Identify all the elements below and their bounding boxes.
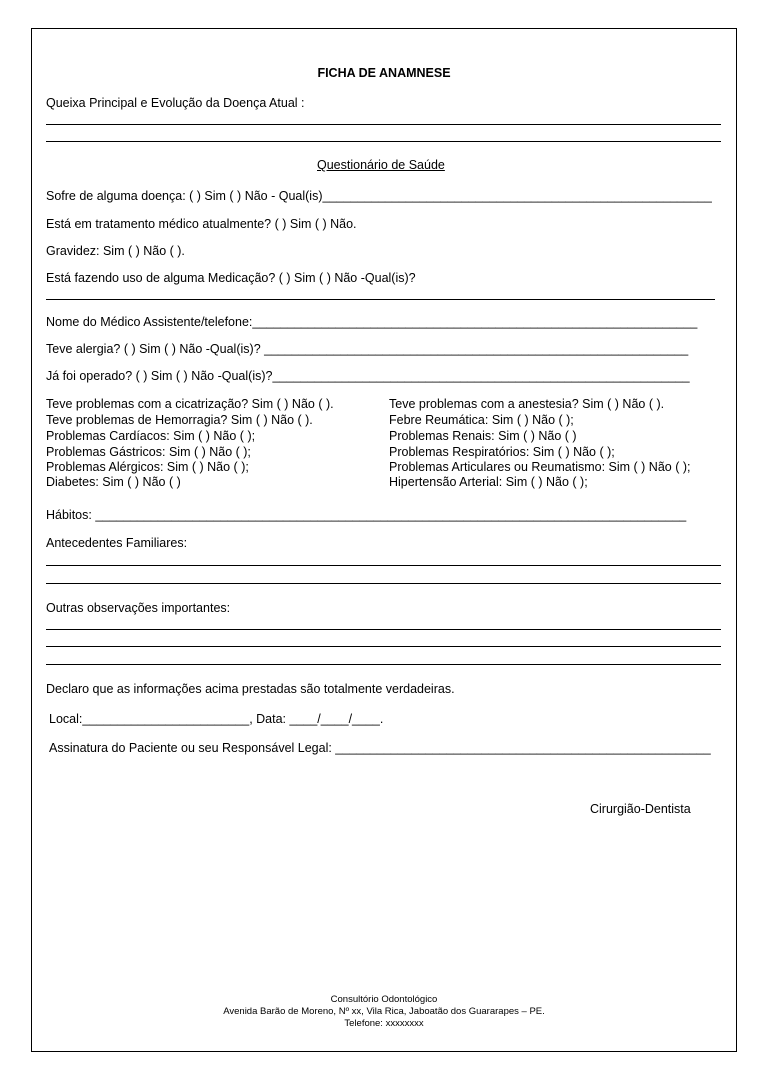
problem-left-3[interactable]: Problemas Cardíacos: Sim ( ) Não ( ); [46, 429, 256, 443]
form-title: FICHA DE ANAMNESE [317, 66, 451, 80]
alergia-question[interactable]: Teve alergia? ( ) Sim ( ) Não -Qual(is)? _____________________________________________________________ [46, 342, 689, 356]
signature-field[interactable]: Assinatura do Paciente ou seu Responsável Legal: ______________________________________________________ [49, 741, 711, 755]
antecedentes-line-1[interactable] [46, 565, 721, 566]
dentist-signature-label: Cirurgião-Dentista [590, 802, 691, 816]
footer-address: Avenida Barão de Moreno, Nº xx, Vila Rica, Jaboatão dos Guararapes – PE. [223, 1006, 545, 1017]
observacoes-line-2[interactable] [46, 646, 721, 647]
queixa-line-1[interactable] [46, 124, 721, 125]
problem-right-6[interactable]: Hipertensão Arterial: Sim ( ) Não ( ); [389, 475, 588, 489]
medicacao-line[interactable] [46, 299, 715, 300]
antecedentes-line-2[interactable] [46, 583, 721, 584]
medico-question[interactable]: Nome do Médico Assistente/telefone:________________________________________________________________ [46, 315, 698, 329]
problem-right-3[interactable]: Problemas Renais: Sim ( ) Não ( ) [389, 429, 577, 443]
gravidez-question[interactable]: Gravidez: Sim ( ) Não ( ). [46, 244, 185, 258]
declaration-text: Declaro que as informações acima prestadas são totalmente verdadeiras. [46, 682, 455, 696]
problem-left-6[interactable]: Diabetes: Sim ( ) Não ( ) [46, 475, 181, 489]
problem-left-2[interactable]: Teve problemas de Hemorragia? Sim ( ) Não ( ). [46, 413, 313, 427]
observacoes-line-1[interactable] [46, 629, 721, 630]
queixa-line-2[interactable] [46, 141, 721, 142]
section-title: Questionário de Saúde [317, 158, 445, 172]
observacoes-line-3[interactable] [46, 664, 721, 665]
footer-phone: Telefone: xxxxxxxx [344, 1018, 424, 1029]
habitos-question[interactable]: Hábitos: _____________________________________________________________________________________ [46, 508, 687, 522]
problem-left-4[interactable]: Problemas Gástricos: Sim ( ) Não ( ); [46, 445, 251, 459]
local-data-field[interactable]: Local:________________________, Data: ____/____/____. [49, 712, 384, 726]
antecedentes-label: Antecedentes Familiares: [46, 536, 188, 550]
problem-left-1[interactable]: Teve problemas com a cicatrização? Sim ( ) Não ( ). [46, 397, 334, 411]
medicacao-question[interactable]: Está fazendo uso de alguma Medicação? ( ) Sim ( ) Não -Qual(is)? [46, 271, 416, 285]
problem-right-1[interactable]: Teve problemas com a anestesia? Sim ( ) Não ( ). [389, 397, 665, 411]
operado-question[interactable]: Já foi operado? ( ) Sim ( ) Não -Qual(is)?____________________________________________________________ [46, 369, 690, 383]
problem-right-4[interactable]: Problemas Respiratórios: Sim ( ) Não ( ); [389, 445, 615, 459]
tratamento-question[interactable]: Está em tratamento médico atualmente? ( ) Sim ( ) Não. [46, 217, 357, 231]
problem-right-2[interactable]: Febre Reumática: Sim ( ) Não ( ); [389, 413, 574, 427]
problem-right-5[interactable]: Problemas Articulares ou Reumatismo: Sim ( ) Não ( ); [389, 460, 691, 474]
problem-left-5[interactable]: Problemas Alérgicos: Sim ( ) Não ( ); [46, 460, 249, 474]
queixa-label: Queixa Principal e Evolução da Doença Atual : [46, 96, 305, 110]
doenca-question[interactable]: Sofre de alguma doença: ( ) Sim ( ) Não - Qual(is)________________________________________________________ [46, 189, 712, 203]
footer-clinic-name: Consultório Odontológico [330, 994, 438, 1005]
observacoes-label: Outras observações importantes: [46, 601, 231, 615]
